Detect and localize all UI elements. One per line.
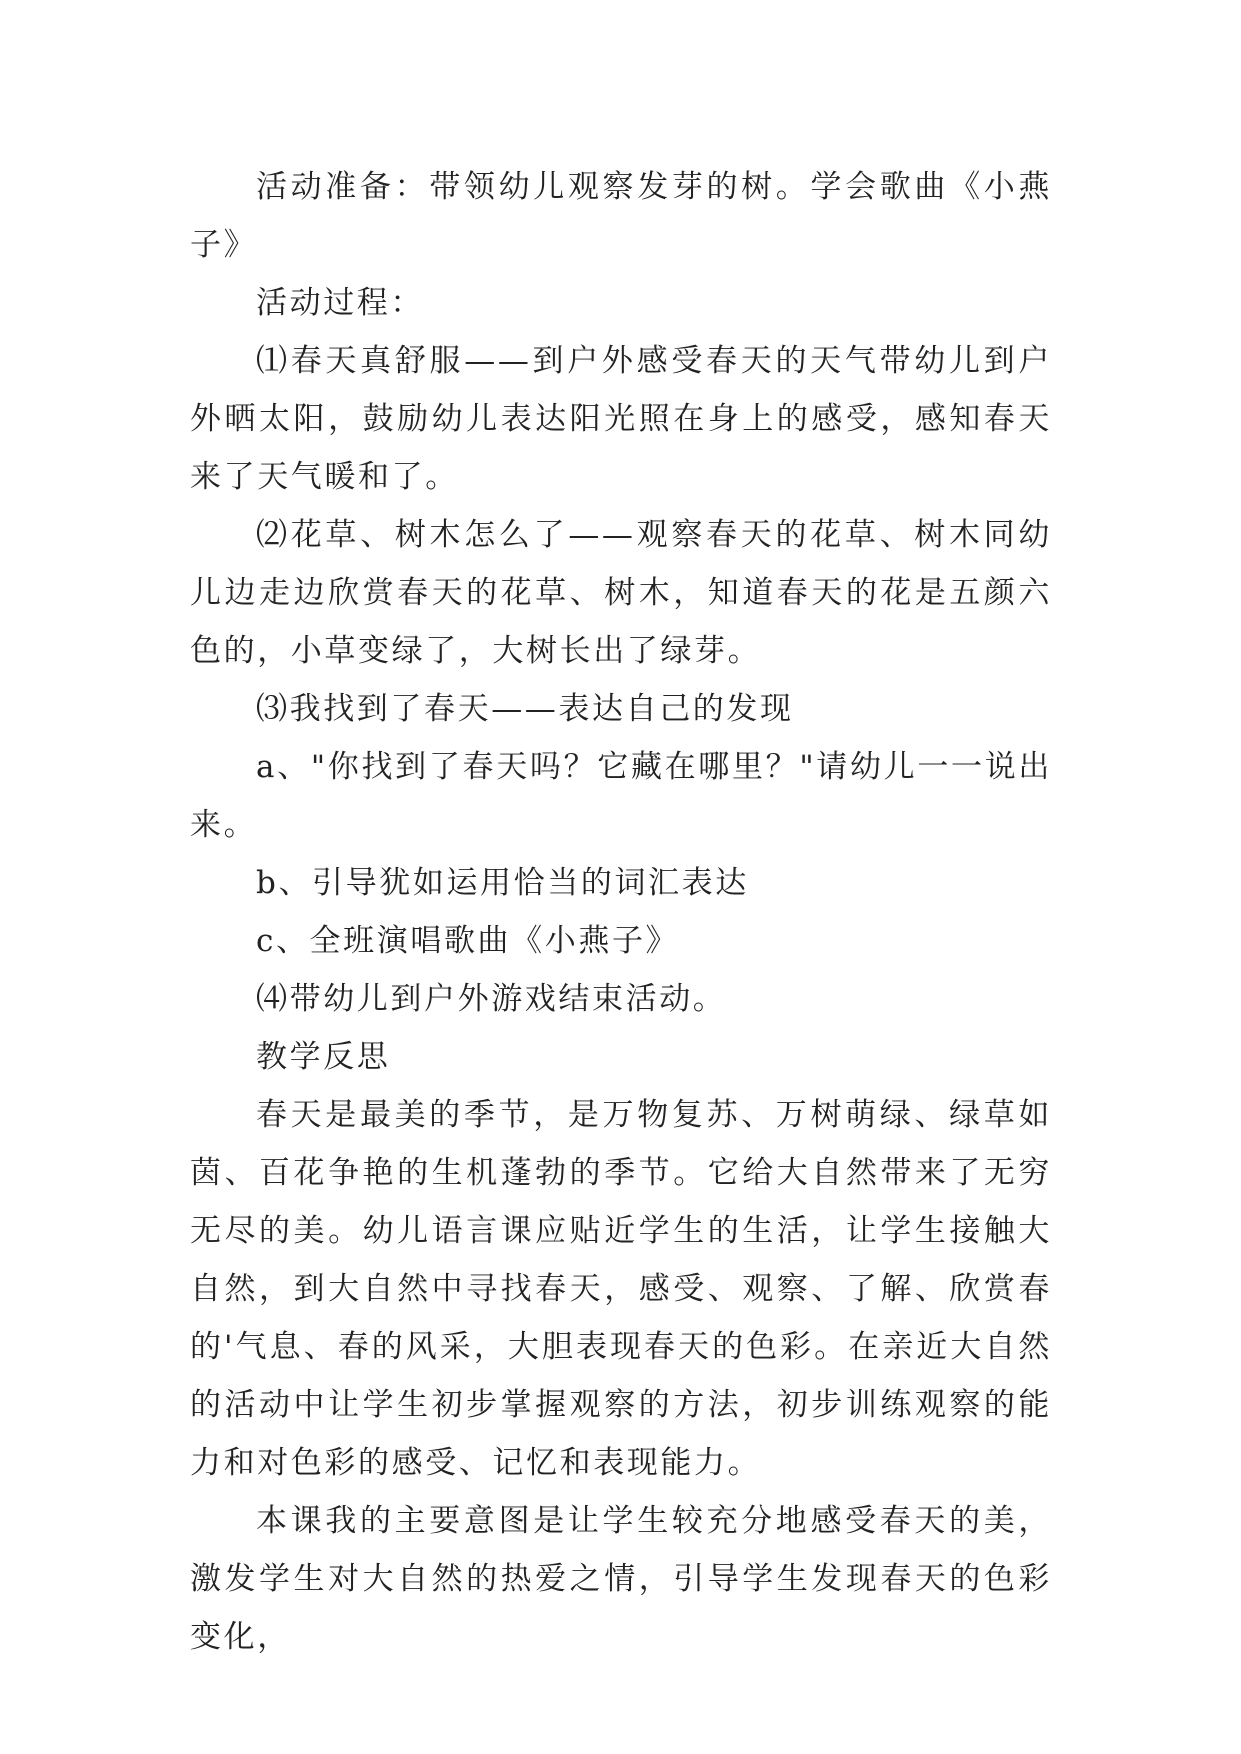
paragraph-step-2: ⑵花草、树木怎么了——观察春天的花草、树木同幼儿边走边欣赏春天的花草、树木，知道春天的花是五颜六色的，小草变绿了，大树长出了绿芽。: [190, 517, 1052, 669]
paragraph-step-3: ⑶我找到了春天——表达自己的发现: [256, 691, 794, 727]
paragraph-step-3b: b、引导犹如运用恰当的词汇表达: [256, 865, 749, 901]
paragraph-step-4: ⑷带幼儿到户外游戏结束活动。: [256, 981, 727, 1017]
paragraph-step-3c: c、全班演唱歌曲《小燕子》: [256, 923, 680, 959]
document-body: [190, 158, 1052, 1666]
paragraph-reflection-body-2: 本课我的主要意图是让学生较充分地感受春天的美，激发学生对大自然的热爱之情，引导学生发现春天的色彩变化，: [190, 1503, 1052, 1655]
paragraph-step-1: ⑴春天真舒服——到户外感受春天的天气带幼儿到户外晒太阳，鼓励幼儿表达阳光照在身上的感受，感知春天来了天气暖和了。: [190, 343, 1052, 495]
paragraph-step-3a: a、"你找到了春天吗？它藏在哪里？"请幼儿一一说出来。: [190, 749, 1052, 843]
paragraph-reflection-body-1: 春天是最美的季节，是万物复苏、万树萌绿、绿草如茵、百花争艳的生机蓬勃的季节。它给大自然带来了无穷无尽的美。幼儿语言课应贴近学生的生活，让学生接触大自然，到大自然中寻找春天，感受、观察、了解、欣赏春的'气息、春的风采，大胆表现春天的色彩。在亲近大自然的活动中让学生初步掌握观察的方法，初步训练观察的能力和对色彩的感受、记忆和表现能力。: [190, 1097, 1052, 1481]
paragraph-activity-preparation: 活动准备：带领幼儿观察发芽的树。学会歌曲《小燕子》: [190, 169, 1052, 263]
paragraph-activity-process-heading: 活动过程：: [256, 285, 424, 321]
paragraph-reflection-heading: 教学反思: [256, 1039, 391, 1075]
